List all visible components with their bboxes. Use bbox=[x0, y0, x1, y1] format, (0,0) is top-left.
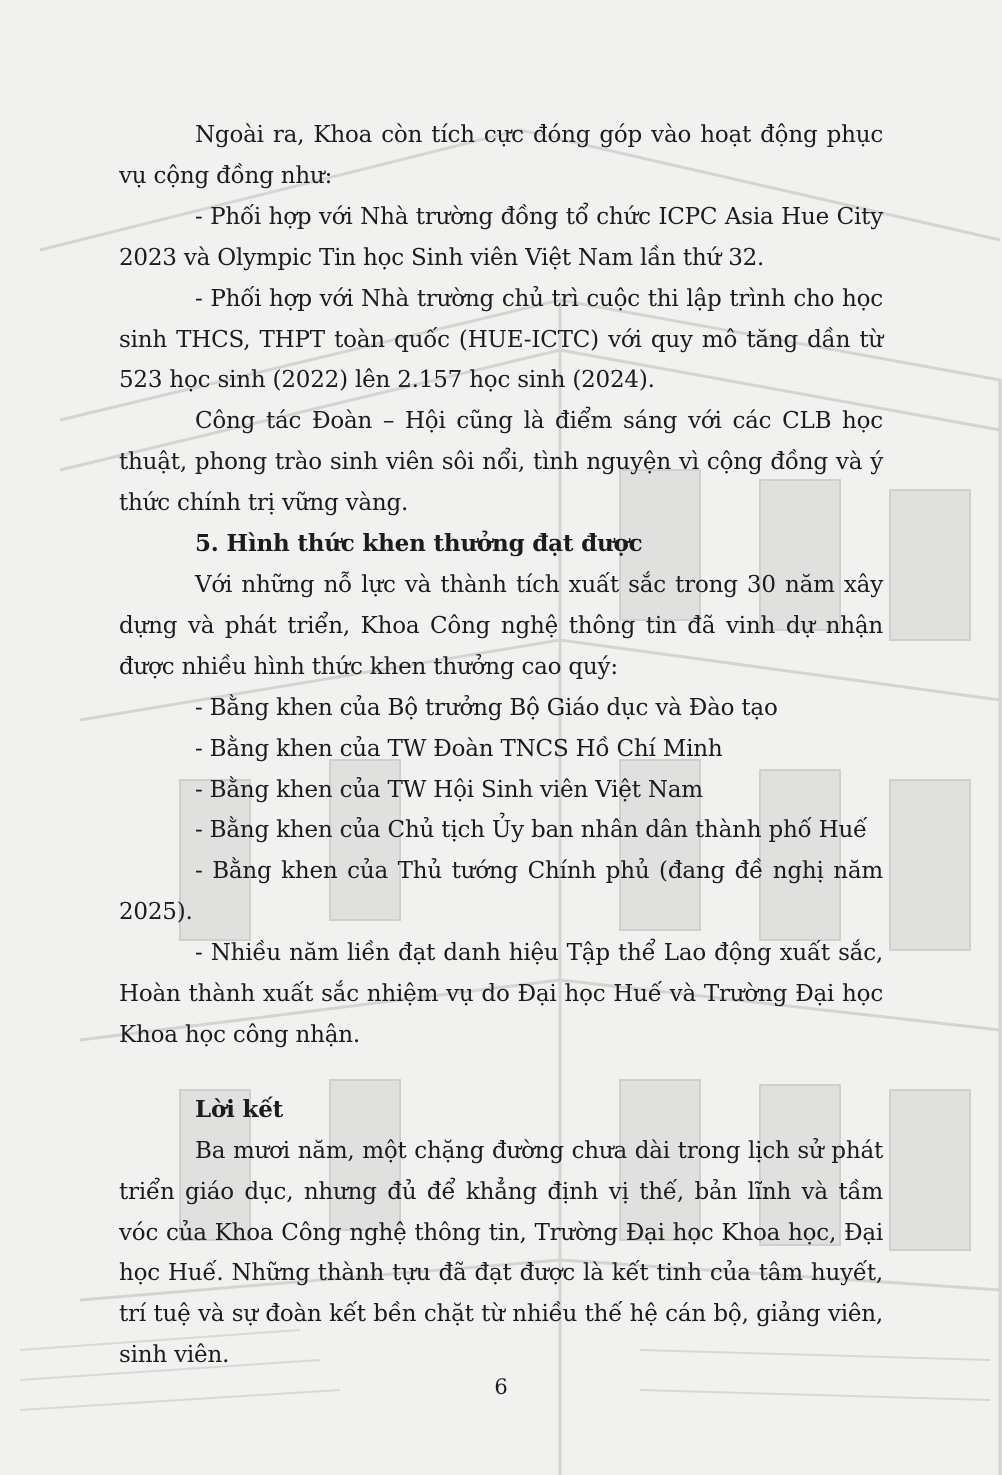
section-heading-conclusion: Lời kết bbox=[195, 1095, 284, 1123]
paragraph-hue-ictc: - Phối hợp với Nhà trường chủ trì cuộc thi lập trình cho học sinh THCS, THPT toàn quốc (HUE-ICTC) với quy mô tăng dần từ 523 học sinh (2022) lên 2.157 học sinh (2024). bbox=[119, 285, 883, 394]
award-item: - Bằng khen của Bộ trưởng Bộ Giáo dục và Đào tạo bbox=[195, 694, 778, 721]
paragraph-community-intro: Ngoài ra, Khoa còn tích cực đóng góp vào hoạt động phục vụ cộng đồng như: bbox=[119, 122, 883, 189]
award-item: - Bằng khen của Thủ tướng Chính phủ (đang đề nghị năm 2025). bbox=[119, 858, 883, 926]
section-heading-awards: 5. Hình thức khen thưởng đạt được bbox=[195, 530, 643, 558]
award-item: - Nhiều năm liền đạt danh hiệu Tập thể Lao động xuất sắc, Hoàn thành xuất sắc nhiệm vụ do Đại học Huế và Trường Đại học Khoa học công nhận. bbox=[119, 940, 883, 1048]
paragraph-conclusion: Ba mươi năm, một chặng đường chưa dài trong lịch sử phát triển giáo dục, nhưng đủ để khẳng định vị thế, bản lĩnh và tầm vóc của Khoa Công nghệ thông tin, Trường Đại học Khoa học, Đại học Huế. Những thành tựu đã đạt được là kết tinh của tâm huyết, trí tuệ và sự đoàn kết bền chặt từ nhiều thế hệ cán bộ, giảng viên, sinh viên. bbox=[119, 1137, 883, 1369]
paragraph-icpc: - Phối hợp với Nhà trường đồng tổ chức ICPC Asia Hue City 2023 và Olympic Tin học Sinh viên Việt Nam lần thứ 32. bbox=[119, 203, 883, 271]
award-item: - Bằng khen của TW Đoàn TNCS Hồ Chí Minh bbox=[195, 735, 723, 762]
award-item: - Bằng khen của TW Hội Sinh viên Việt Nam bbox=[195, 776, 703, 803]
page-number: 6 bbox=[494, 1375, 508, 1399]
paragraph-union-activities: Công tác Đoàn – Hội cũng là điểm sáng với các CLB học thuật, phong trào sinh viên sôi nổi, tình nguyện vì cộng đồng và ý thức chính trị vững vàng. bbox=[119, 408, 883, 517]
section-spacer bbox=[119, 1056, 883, 1090]
page-content bbox=[119, 115, 883, 1376]
paragraph-awards-intro: Với những nỗ lực và thành tích xuất sắc trong 30 năm xây dựng và phát triển, Khoa Công nghệ thông tin đã vinh dự nhận được nhiều hình thức khen thưởng cao quý: bbox=[119, 571, 883, 680]
award-item: - Bằng khen của Chủ tịch Ủy ban nhân dân thành phố Huế bbox=[195, 817, 868, 844]
